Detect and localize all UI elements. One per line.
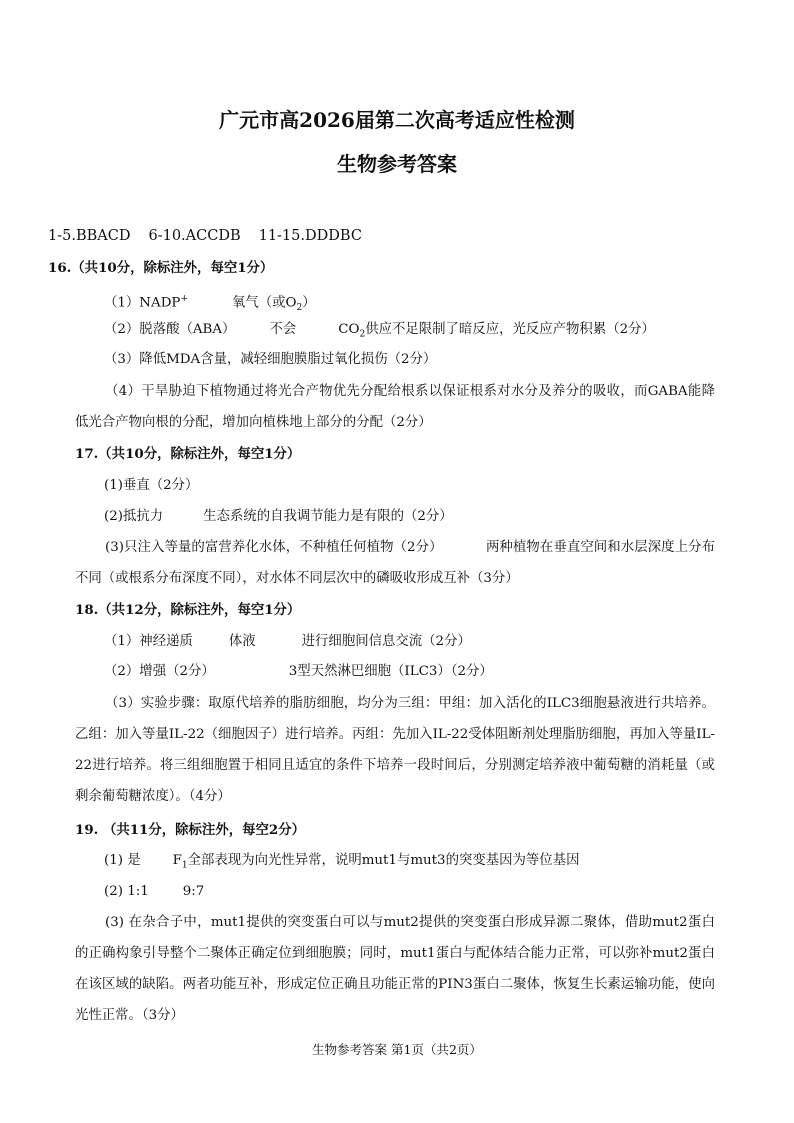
q18-a2-blank1: （2）增强（2分） <box>104 664 215 679</box>
q19-a2-blank2: 9:7 <box>182 884 205 899</box>
q18-answer-2 <box>104 662 493 682</box>
q19-answer-3: (3) 在杂合子中，mut1提供的突变蛋白可以与mut2提供的突变蛋白形成异源二聚体，借助mut2蛋白的正确构象引导整个二聚体正确定位到细胞膜；同时，mut1蛋白与配体结合能力正常，可以弥补mut2蛋白在该区域的缺陷。两者功能互补，形成定位正确且功能正常的PIN3蛋白二聚体，恢复生长素运输功能，使向光性正常。（3分） <box>75 915 715 1023</box>
q19-heading: 19. （共11分，除标注外，每空2分） <box>75 822 305 838</box>
mc-group-1: 1-5.BBACD <box>48 228 131 244</box>
q16-a2-end: 供应不足限制了暗反应，光反应产物积累（2分） <box>365 322 655 337</box>
mc-answers <box>48 226 362 246</box>
q16-a1-end: ） <box>302 295 316 311</box>
q18-answer-3: （3）实验步骤：取原代培养的脂肪细胞，均分为三组：甲组：加入活化的ILC3细胞悬液进行共培养。乙组：加入等量IL-22（细胞因子）进行培养。丙组：先加入IL-22受体阻断剂处理脂肪细胞，再加入等量IL-22进行培养。将三组细胞置于相同且适宜的条件下培养一段时间后，分别测定培养液中葡萄糖的消耗量（或剩余葡萄糖浓度）。（4分） <box>75 696 715 804</box>
q16-answer-2 <box>104 320 655 345</box>
q18-answer-1 <box>104 632 471 652</box>
q16-a2-blank3: CO <box>338 322 360 337</box>
q16-a2-blank1: （2）脱落酸（ABA） <box>104 322 236 337</box>
page-subtitle: 生物参考答案 <box>337 152 457 176</box>
q16-a2-sub: 2 <box>359 329 366 340</box>
q16-a1-blank1: （1）NADP <box>104 295 181 311</box>
q18-a1-blank3: 进行细胞间信息交流（2分） <box>301 634 471 649</box>
page-footer: 生物参考答案 第1页（共2页） <box>312 1042 482 1057</box>
q18-a2-blank2: 3型天然淋巴细胞（ILC3）（2分） <box>288 664 493 679</box>
q18-heading: 18.（共12分，除标注外，每空1分） <box>75 602 301 618</box>
q16-a1-blank2: 氧气（或O <box>231 295 297 311</box>
q16-a1-sub: 2 <box>296 303 303 314</box>
q17-heading: 17.（共10分，除标注外，每空1分） <box>75 446 301 462</box>
q17-a2-blank1: (2)抵抗力 <box>104 509 164 524</box>
mc-group-3: 11-15.DDDBC <box>258 228 362 244</box>
q16-answer-4: （4）干旱胁迫下植物通过将光合产物优先分配给根系以保证根系对水分及养分的吸收，而GABA能降低光合产物向根的分配，增加向植株地上部分的分配（2分） <box>75 384 715 430</box>
q19-a1-blank1: (1) 是 <box>104 853 141 868</box>
q19-a2-blank1: (2) 1:1 <box>104 884 149 899</box>
q16-answer-1 <box>104 289 316 318</box>
q17-a2-blank2: 生态系统的自我调节能力是有限的（2分） <box>203 509 453 524</box>
q16-answer-3: （3）降低MDA含量，减轻细胞膜脂过氧化损伤（2分） <box>104 352 437 367</box>
q16-a1-sup: + <box>180 294 188 304</box>
q17-answer-1: (1)垂直（2分） <box>104 478 199 493</box>
q16-heading: 16.（共10分，除标注外，每空1分） <box>48 260 274 276</box>
q17-answer-3: (3)只注入等量的富营养化水体，不种植任何植物（2分） 两种植物在垂直空间和水层深度上分布不同（或根系分布深度不同），对水体不同层次中的磷吸收形成互补（3分） <box>75 540 715 586</box>
q19-answer-1 <box>104 851 579 876</box>
q19-a1-blank2: 全部表现为向光性异常，说明mut1与mut3的突变基因为等位基因 <box>187 853 580 868</box>
q19-a1-sub: 1 <box>181 860 188 871</box>
page-title: 广元市高2026届第二次高考适应性检测 <box>219 108 575 132</box>
q16-a2-blank2: 不会 <box>269 322 297 337</box>
q19-answer-2 <box>104 882 204 902</box>
q18-a1-blank1: （1）神经递质 <box>104 634 193 649</box>
mc-group-2: 6-10.ACCDB <box>148 228 241 244</box>
q19-a1-f: F <box>172 853 182 868</box>
q17-answer-2 <box>104 507 453 527</box>
q18-a1-blank2: 体液 <box>228 634 256 649</box>
